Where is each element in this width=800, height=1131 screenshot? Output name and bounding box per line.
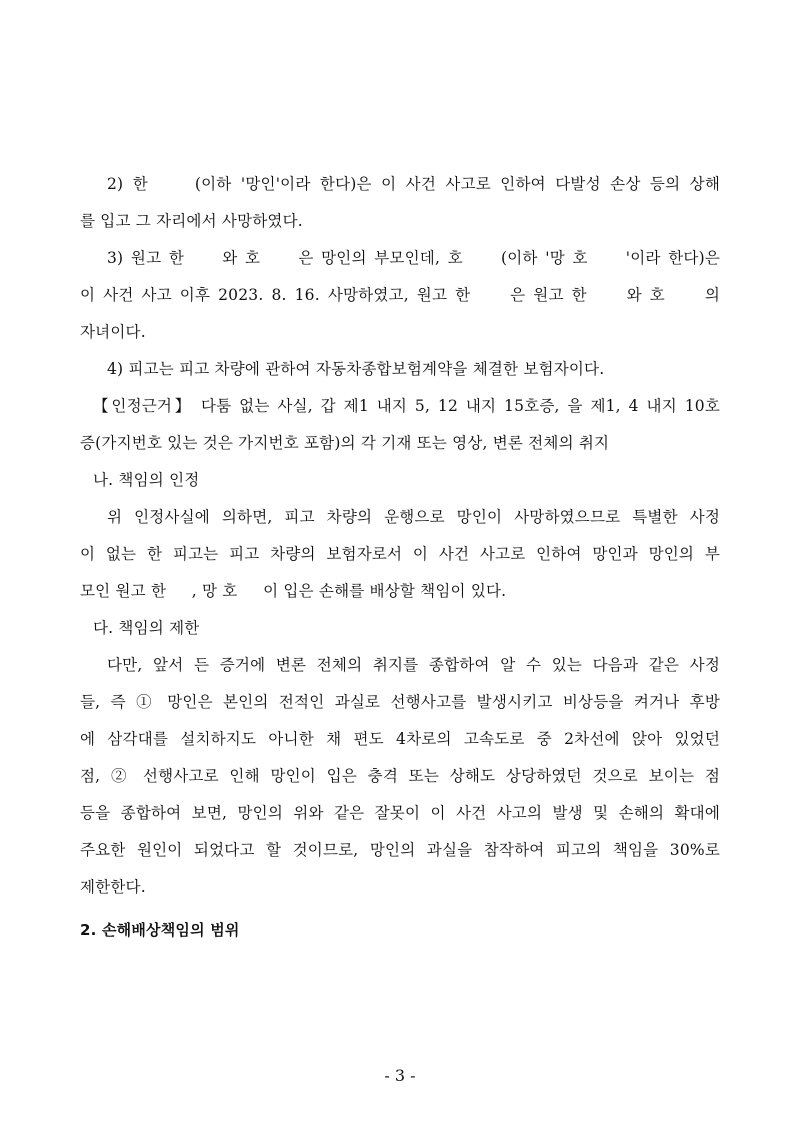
evidence-basis-line: 증(가지번호 있는 것은 가지번호 포함)의 각 기재 또는 영상, 변론 전체의 취지 [80,434,610,452]
paragraph-line: 에 삼각대를 설치하지도 아니한 채 편도 4차로의 고속도로 중 2차선에 앉아 있었던 [80,730,720,748]
section-heading-limitation: 다. 책임의 제한 [93,619,200,637]
paragraph-line: 2) 한 (이하 '망인'이라 한다)은 이 사건 사고로 인하여 다발성 손상 등의 상해 [107,175,720,193]
paragraph-line: 이 사건 사고 이후 2023. 8. 16. 사망하였고, 원고 한 은 원고 한 와 호 의 [80,286,720,304]
section-heading-damages-scope: 2. 손해배상책임의 범위 [80,921,240,939]
paragraph-line: 다만, 앞서 든 증거에 변론 전체의 취지를 종합하여 알 수 있는 다음과 같은 사정 [107,656,720,674]
paragraph-line: 이 없는 한 피고는 피고 차량의 보험자로서 이 사건 사고로 인하여 망인과 망인의 부 [80,545,720,563]
paragraph-line: 4) 피고는 피고 차량에 관하여 자동차종합보험계약을 체결한 보험자이다. [107,360,605,378]
paragraph-line: 모인 원고 한 , 망 호 이 입은 손해를 배상할 책임이 있다. [80,582,507,600]
section-heading-liability: 나. 책임의 인정 [93,471,200,489]
paragraph-line: 를 입고 그 자리에서 사망하였다. [80,212,303,230]
paragraph-line: 들, 즉 ① 망인은 본인의 전적인 과실로 선행사고를 발생시키고 비상등을 켜거나 후방 [80,693,720,711]
paragraph-line: 등을 종합하여 보면, 망인의 위와 같은 잘못이 이 사건 사고의 발생 및 손해의 확대에 [80,804,720,822]
paragraph-line: 주요한 원인이 되었다고 할 것이므로, 망인의 과실을 참작하여 피고의 책임을 30%로 [80,841,720,859]
paragraph-line: 자녀이다. [80,323,146,341]
paragraph-line: 제한한다. [80,878,146,896]
paragraph-line: 3) 원고 한 와 호 은 망인의 부모인데, 호 (이하 '망 호 '이라 한다)은 [107,249,720,267]
evidence-basis-line: 【인정근거】 다툼 없는 사실, 갑 제1 내지 5, 12 내지 15호증, 을 제1, 4 내지 10호 [93,397,720,415]
page-number: - 3 - [384,1066,416,1085]
paragraph-line: 점, ② 선행사고로 인해 망인이 입은 충격 또는 상해도 상당하였던 것으로 보이는 점 [80,767,720,785]
paragraph-line: 위 인정사실에 의하면, 피고 차량의 운행으로 망인이 사망하였으므로 특별한 사정 [107,508,720,526]
